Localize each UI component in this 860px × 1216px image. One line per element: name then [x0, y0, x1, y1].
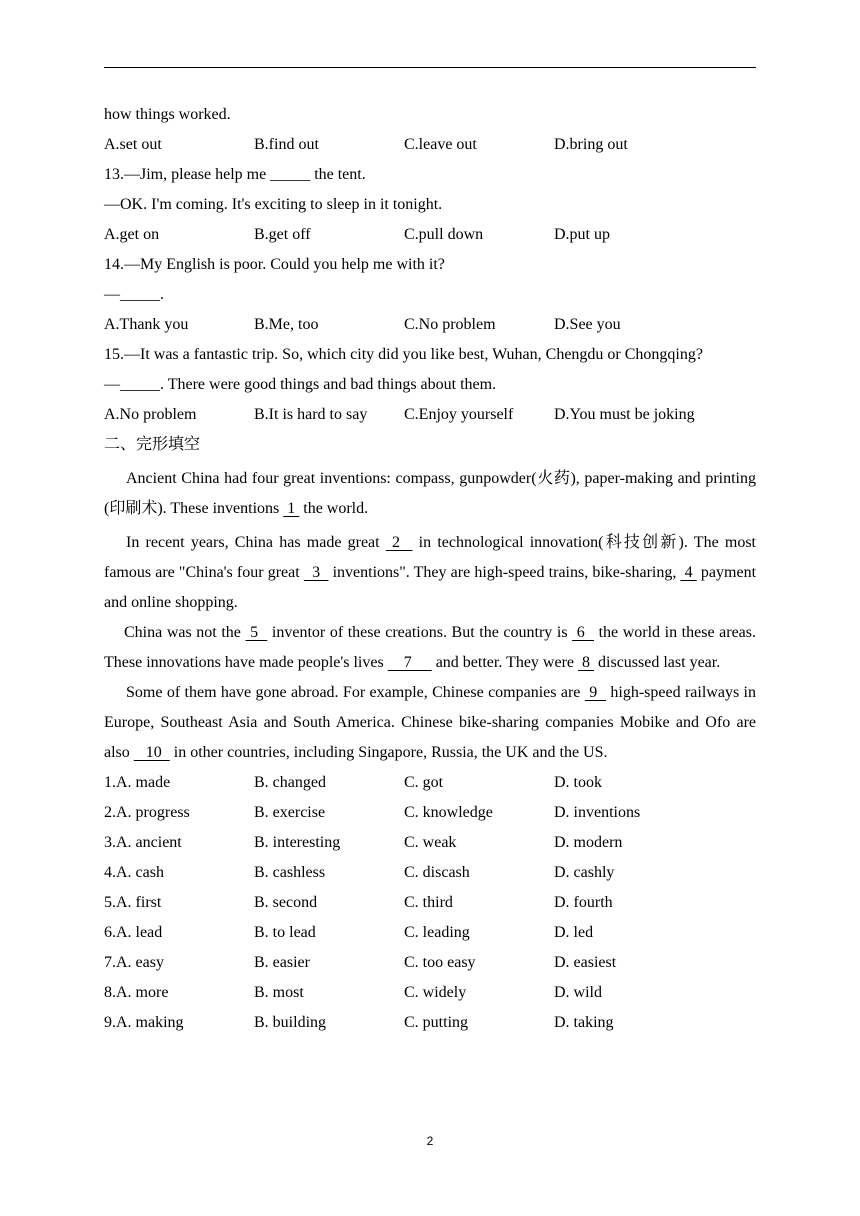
cloze-option-row: 3.A. ancient B. interesting C. weak D. modern	[104, 834, 623, 851]
option-d: D.put up	[554, 226, 610, 243]
passage-paragraph-2: In recent years, China has made great 2 in technological innovation(科技创新). The most famous are "China's four great 3 inventions". They are high-speed trains, bike-sharing, 4 payment and online shopping.	[104, 534, 757, 611]
cloze-option-row: 1.A. made B. changed C. got D. took	[104, 774, 602, 791]
q13-reply: —OK. I'm coming. It's exciting to sleep in it tonight.	[104, 196, 443, 213]
header-rule	[104, 67, 756, 68]
passage-paragraph-1: Ancient China had four great inventions: compass, gunpowder(火药), paper-making and printing (印刷术). These inventions 1 the world.	[104, 470, 756, 517]
section-title: 二、完形填空	[104, 436, 201, 453]
blank-5: 5	[245, 624, 268, 641]
q12-options	[104, 130, 756, 160]
option-d: D.bring out	[554, 136, 628, 153]
option-b: B.get off	[254, 226, 311, 243]
blank-8: 8	[578, 654, 595, 671]
q13-options	[104, 220, 756, 250]
q14-stem: 14.—My English is poor. Could you help me with it?	[104, 256, 445, 273]
passage-paragraph-4: Some of them have gone abroad. For example, Chinese companies are 9 high-speed railways in Europe, Southeast Asia and South America. Chinese bike-sharing companies Mobike and Ofo are also 10 in other countries, including Singapore, Russia, the UK and the US.	[104, 684, 757, 761]
cloze-option-row: 2.A. progress B. exercise C. knowledge D. inventions	[104, 804, 641, 821]
option-c: C.pull down	[404, 226, 484, 243]
q14-options	[104, 310, 756, 340]
cloze-option-row: 7.A. easy B. easier C. too easy D. easiest	[104, 954, 617, 971]
blank-4: 4	[680, 564, 697, 581]
passage-paragraph-3: China was not the 5 inventor of these creations. But the country is 6 the world in these areas. These innovations have made people's lives 7 and better. They were 8 discussed last year.	[104, 624, 757, 671]
blank-9: 9	[584, 684, 606, 701]
cloze-option-row: 4.A. cash B. cashless C. discash D. cashly	[104, 864, 615, 881]
blank-6: 6	[572, 624, 594, 641]
page-number: 2	[426, 1134, 434, 1148]
blank-1: 1	[283, 500, 300, 517]
q15-options	[104, 400, 756, 430]
q14-reply: —_____.	[104, 286, 164, 303]
page-content	[104, 100, 756, 1038]
blank-10: 10	[133, 744, 170, 761]
option-c: C.Enjoy yourself	[404, 406, 514, 423]
question-continuation: how things worked.	[104, 106, 231, 123]
option-b: B.It is hard to say	[254, 406, 368, 423]
cloze-option-row: 5.A. first B. second C. third D. fourth	[104, 894, 613, 911]
option-c: C.leave out	[404, 136, 477, 153]
option-a: A.get on	[104, 226, 160, 243]
cloze-option-row: 9.A. making B. building C. putting D. taking	[104, 1014, 614, 1031]
q15-reply: —_____. There were good things and bad things about them.	[104, 376, 497, 393]
blank-2: 2	[385, 534, 413, 551]
blank-7: 7	[387, 654, 432, 671]
option-c: C.No problem	[404, 316, 496, 333]
option-d: D.See you	[554, 316, 621, 333]
cloze-options	[104, 768, 756, 1038]
blank-3: 3	[303, 564, 329, 581]
option-a: A.No problem	[104, 406, 197, 423]
cloze-option-row: 6.A. lead B. to lead C. leading D. led	[104, 924, 594, 941]
q13-stem: 13.—Jim, please help me _____ the tent.	[104, 166, 366, 183]
option-d: D.You must be joking	[554, 406, 695, 423]
cloze-option-row: 8.A. more B. most C. widely D. wild	[104, 984, 602, 1001]
q15-stem: 15.—It was a fantastic trip. So, which city did you like best, Wuhan, Chengdu or Chongqing?	[104, 346, 703, 363]
option-b: B.find out	[254, 136, 319, 153]
option-b: B.Me, too	[254, 316, 319, 333]
option-a: A.set out	[104, 136, 162, 153]
option-a: A.Thank you	[104, 316, 189, 333]
